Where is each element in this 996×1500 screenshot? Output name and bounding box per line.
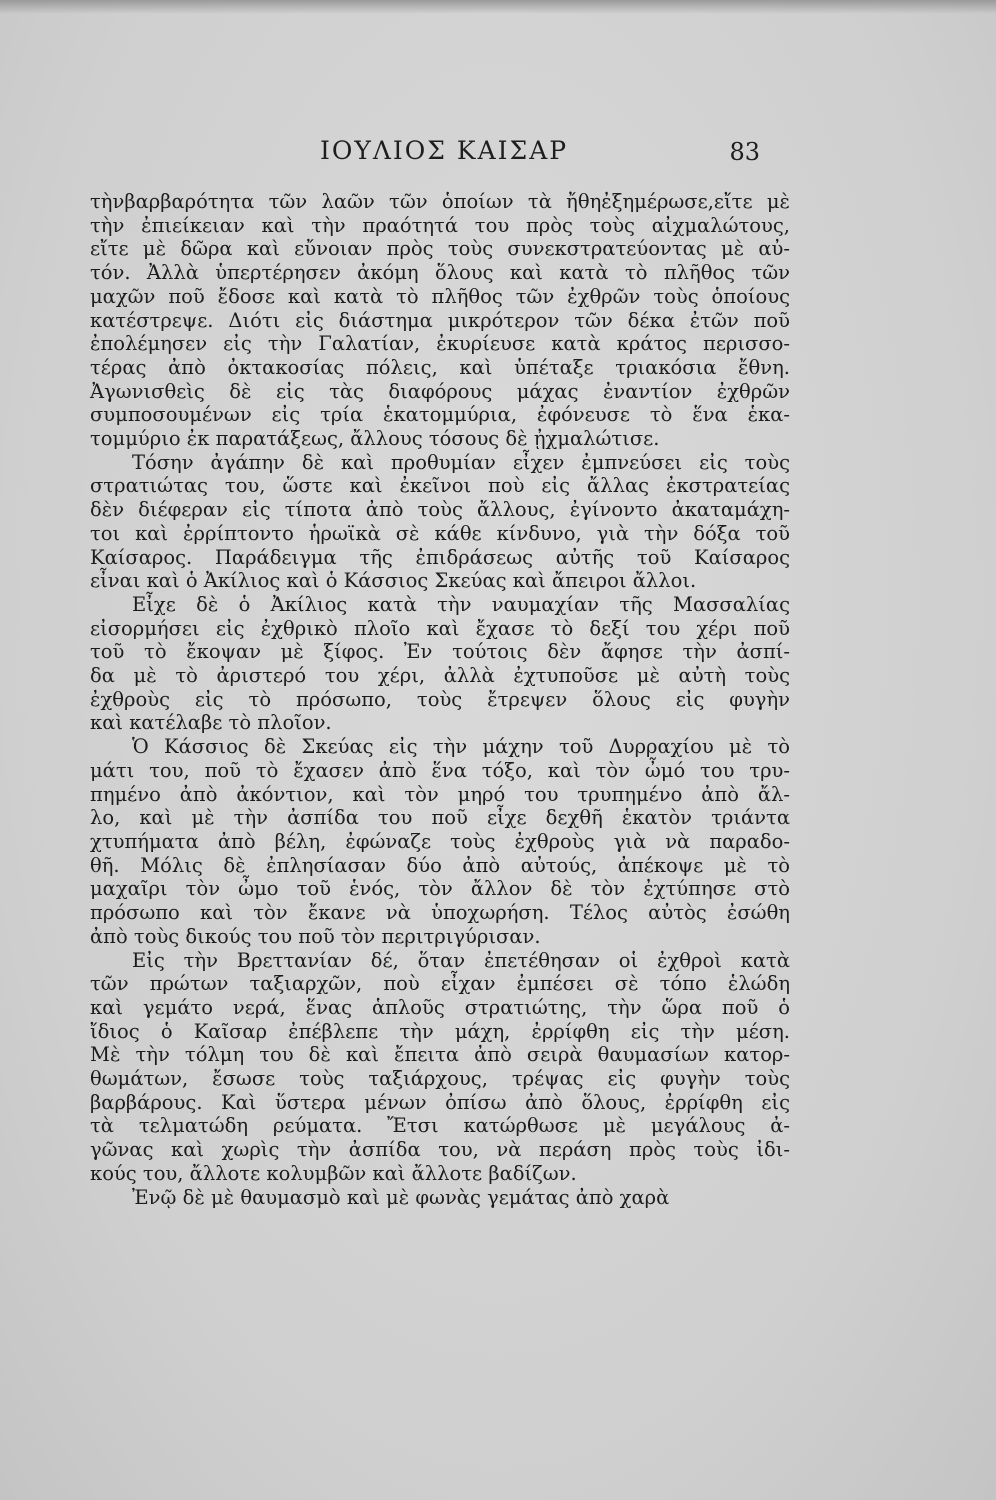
text-line: μαχαῖρι τὸν ὦμο τοῦ ἑνός, τὸν ἄλλον δὲ τὸν ἐχτύπησε στὸ (90, 877, 790, 901)
text-line: δα μὲ τὸ ἀριστερό του χέρι, ἀλλὰ ἐχτυποῦσε μὲ αὐτὴ τοὺς (90, 664, 790, 688)
text-line: πρόσωπο καὶ τὸν ἔκανε νὰ ὑποχωρήση. Τέλος αὐτὸς ἐσώθη (90, 901, 790, 925)
text-line: κούς του, ἄλλοτε κολυμβῶν καὶ ἄλλοτε βαδίζων. (90, 1161, 577, 1185)
text-line: χτυπήματα ἀπὸ βέλη, ἐφώναζε τοὺς ἐχθροὺς γιὰ νὰ παραδο- (90, 829, 790, 853)
text-line: τὴν ἐπιείκειαν καὶ τὴν πραότητά του πρὸς τοὺς αἰχμαλώτους, (90, 213, 790, 237)
paragraph (90, 593, 790, 735)
text-line: βαρβάρους. Καὶ ὕστερα μένων ὀπίσω ἀπὸ ὅλους, ἐρρίφθη εἰς (90, 1090, 790, 1114)
paragraph (90, 735, 790, 948)
page-number: 83 (729, 138, 760, 166)
text-line: Ἀγωνισθεὶς δὲ εἰς τὰς διαφόρους μάχας ἐναντίον ἐχθρῶν (90, 379, 790, 403)
paragraph (90, 1186, 790, 1210)
text-line: στρατιώτας του, ὥστε καὶ ἐκεῖνοι ποὺ εἰς ἄλλας ἐκστρατείας (90, 474, 790, 498)
paragraph (90, 949, 790, 1186)
text-line: Εἶχε δὲ ὁ Ἀκίλιος κατὰ τὴν ναυμαχίαν τῆς Μασσαλίας (132, 592, 790, 616)
text-line: κατέστρεψε. Διότι εἰς διάστημα μικρότερον τῶν δέκα ἐτῶν ποῦ (90, 308, 790, 332)
running-title: ΙΟΥΛΙΟΣ ΚΑΙΣΑΡ (320, 136, 569, 165)
page-header (90, 136, 790, 176)
text-line: Καίσαρος. Παράδειγμα τῆς ἐπιδράσεως αὐτῆς τοῦ Καίσαρος (90, 545, 790, 569)
text-line: ἐχθροὺς εἰς τὸ πρόσωπο, τοὺς ἔτρεψεν ὅλους εἰς φυγὴν (90, 687, 790, 711)
paragraph (90, 451, 790, 593)
text-line: τῶν πρώτων ταξιαρχῶν, ποὺ εἶχαν ἐμπέσει σὲ τόπο ἑλώδη (90, 972, 790, 996)
text-line: μαχῶν ποῦ ἔδοσε καὶ κατὰ τὸ πλῆθος τῶν ἐχθρῶν τοὺς ὁποίους (90, 284, 790, 308)
text-line: τὴνβαρβαρότητα τῶν λαῶν τῶν ὁποίων τὰ ἤθηἐξημέρωσε,εἴτε μὲ (90, 190, 790, 213)
text-line: τόν. Ἀλλὰ ὑπερτέρησεν ἀκόμη ὅλους καὶ κατὰ τὸ πλῆθος τῶν (90, 261, 790, 285)
text-line: συμποσουμένων εἰς τρία ἑκατομμύρια, ἐφόνευσε τὸ ἕνα ἑκα- (90, 403, 790, 427)
text-line: θῆ. Μόλις δὲ ἐπλησίασαν δύο ἀπὸ αὐτούς, ἀπέκοψε μὲ τὸ (90, 853, 790, 877)
text-line: τομμύριο ἐκ παρατάξεως, ἄλλους τόσους δὲ ᾐχμαλώτισε. (90, 427, 660, 451)
text-line: ἀπὸ τοὺς δικούς του ποῦ τὸν περιτριγύρισαν. (90, 924, 541, 948)
body-text (90, 190, 790, 1209)
text-line: τέρας ἀπὸ ὀκτακοσίας πόλεις, καὶ ὑπέταξε τριακόσια ἔθνη. (90, 355, 790, 379)
text-line: Ὁ Κάσσιος δὲ Σκεύας εἰς τὴν μάχην τοῦ Δυρραχίου μὲ τὸ (132, 735, 790, 759)
text-line: εἰσορμήσει εἰς ἐχθρικὸ πλοῖο καὶ ἔχασε τὸ δεξί του χέρι ποῦ (90, 616, 790, 640)
text-line: Τόσην ἀγάπην δὲ καὶ προθυμίαν εἶχεν ἐμπνεύσει εἰς τοὺς (132, 450, 790, 474)
text-line: μάτι του, ποῦ τὸ ἔχασεν ἀπὸ ἕνα τόξο, καὶ τὸν ὦμό του τρυ- (90, 758, 790, 782)
paragraph (90, 190, 790, 451)
text-line: Εἰς τὴν Βρεττανίαν δέ, ὅταν ἐπετέθησαν οἱ ἐχθροὶ κατὰ (132, 948, 790, 972)
text-line: τὰ τελματώδη ρεύματα. Ἔτσι κατώρθωσε μὲ μεγάλους ἀ- (90, 1114, 790, 1138)
text-line: εἶναι καὶ ὁ Ἀκίλιος καὶ ὁ Κάσσιος Σκεύας καὶ ἄπειροι ἄλλοι. (90, 569, 697, 593)
text-line: Ἐνῷ δὲ μὲ θαυμασμὸ καὶ μὲ φωνὰς γεμάτας ἀπὸ χαρὰ (132, 1185, 670, 1209)
text-line: τοι καὶ ἐρρίπτοντο ἡρωϊκὰ σὲ κάθε κίνδυνο, γιὰ τὴν δόξα τοῦ (90, 521, 790, 545)
text-line: λο, καὶ μὲ τὴν ἀσπίδα του ποῦ εἶχε δεχθῆ ἑκατὸν τριάντα (90, 806, 790, 830)
text-line: γῶνας καὶ χωρὶς τὴν ἀσπίδα του, νὰ περάση πρὸς τοὺς ἰδι- (90, 1138, 790, 1162)
text-line: καὶ γεμάτο νερά, ἕνας ἁπλοῦς στρατιώτης, τὴν ὥρα ποῦ ὁ (90, 995, 790, 1019)
text-line: ἴδιος ὁ Καῖσαρ ἐπέβλεπε τὴν μάχη, ἐρρίφθη εἰς τὴν μέση. (90, 1019, 790, 1043)
text-line: θωμάτων, ἔσωσε τοὺς ταξιάρχους, τρέψας εἰς φυγὴν τοὺς (90, 1067, 790, 1091)
text-line: εἴτε μὲ δῶρα καὶ εὔνοιαν πρὸς τοὺς συνεκστρατεύοντας μὲ αὐ- (90, 237, 790, 261)
text-line: τοῦ τὸ ἔκοψαν μὲ ξίφος. Ἐν τούτοις δὲν ἄφησε τὴν ἀσπί- (90, 640, 790, 664)
text-line: δὲν διέφεραν εἰς τίποτα ἀπὸ τοὺς ἄλλους, ἐγίνοντο ἀκαταμάχη- (90, 498, 790, 522)
text-line: καὶ κατέλαβε τὸ πλοῖον. (90, 711, 332, 735)
text-line: Μὲ τὴν τόλμη του δὲ καὶ ἔπειτα ἀπὸ σειρὰ θαυμασίων κατορ- (90, 1043, 790, 1067)
text-line: πημένο ἀπὸ ἀκόντιον, καὶ τὸν μηρό του τρυπημένο ἀπὸ ἄλ- (90, 782, 790, 806)
text-line: ἐπολέμησεν εἰς τὴν Γαλατίαν, ἐκυρίευσε κατὰ κράτος περισσο- (90, 332, 790, 356)
page-top-edge-shadow (0, 0, 996, 14)
